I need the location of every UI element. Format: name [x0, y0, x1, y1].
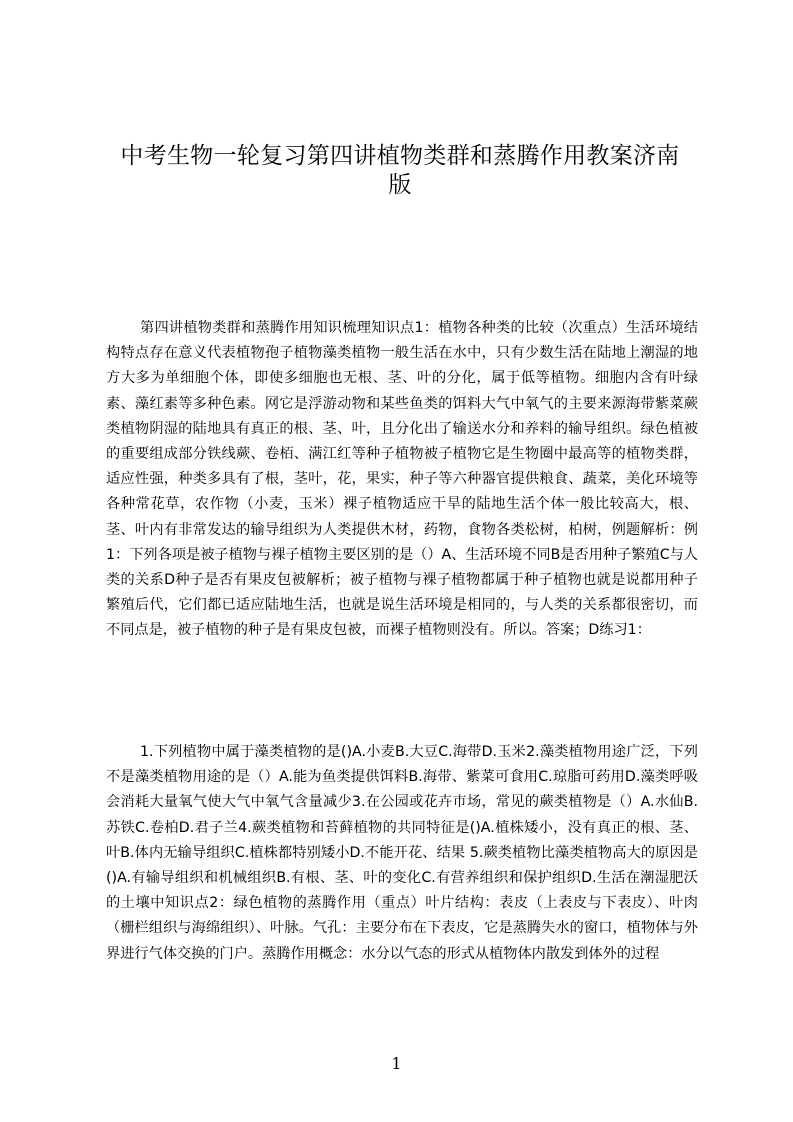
body-paragraph-1: 第四讲植物类群和蒸腾作用知识梳理知识点1：植物各种类的比较（次重点）生活环境结构特点存在意义代表植物孢子植物藻类植物一般生活在水中，只有少数生活在陆地上潮湿的地方大多为单细胞个体，即使多细胞也无根、茎、叶的分化，属于低等植物。细胞内含有叶绿素、藻红素等多种色素。网它是浮游动物和某些鱼类的饵料大气中氧气的主要来源海带紫菜蕨类植物阴湿的陆地具有真正的根、茎、叶，且分化出了输送水分和养料的输导组织。绿色植被的重要组成部分铁线蕨、卷栢、满江红等种子植物被子植物它是生物圈中最高等的植物类群，适应性强，种类多具有了根，茎叶，花，果实，种子等六种器官提供粮食、蔬菜，美化环境等各种常花草，农作物（小麦，玉米）裸子植物适应干旱的陆地生活个体一般比较高大，根、茎、叶内有非常发达的输导组织为人类提供木材，药物，食物各类松树，柏树，例题解析：例1：下列各项是被子植物与裸子植物主要区别的是（）A、生活环境不同B是否用种子繁殖C与人类的关系D种子是否有果皮包被解析；被子植物与裸子植物都属于种子植物也就是说都用种子繁殖后代，它们都已适应陆地生活，也就是说生活环境是相同的，与人类的关系都很密切，而不同点是，被子植物的种子是有果皮包被，而裸子植物则没有。所以。答案；D练习1： — [106, 320, 698, 639]
title-line-1: 中考生物一轮复习第四讲植物类群和蒸腾作用教案济南 — [120, 143, 680, 169]
title-line-2: 版 — [388, 172, 412, 198]
page-number: 1 — [391, 1054, 402, 1073]
document-title — [100, 142, 700, 200]
body-paragraph-2: 1.下列植物中属于藻类植物的是()A.小麦B.大豆C.海带D.玉米2.藻类植物用途广泛，下列不是藻类植物用途的是（）A.能为鱼类提供饵料B.海带、紫菜可食用C.琼脂可药用D.藻类呼吸会消耗大量氧气使大气中氧气含量减少3.在公园或花卉市场，常见的蕨类植物是（）A.水仙B.苏铁C.卷柏D.君子兰4.蕨类植物和苔藓植物的共同特征是()A.植株矮小，没有真正的根、茎、叶B.体内无输导组织C.植株都特别矮小D.不能开花、结果 5.蕨类植物比藻类植物高大的原因是()A.有输导组织和机械组织B.有根、茎、叶的变化C.有营养组织和保护组织D.生活在潮湿肥沃的土壤中知识点2：绿色植物的蒸腾作用（重点）叶片结构：表皮（上表皮与下表皮）、叶肉（栅栏组织与海绵组织）、叶脉。气孔：主要分布在下表皮，它是蒸腾失水的窗口，植物体与外界进行气体交换的门户。蒸腾作用概念：水分以气态的形式从植物体内散发到体外的过程 — [106, 744, 698, 962]
